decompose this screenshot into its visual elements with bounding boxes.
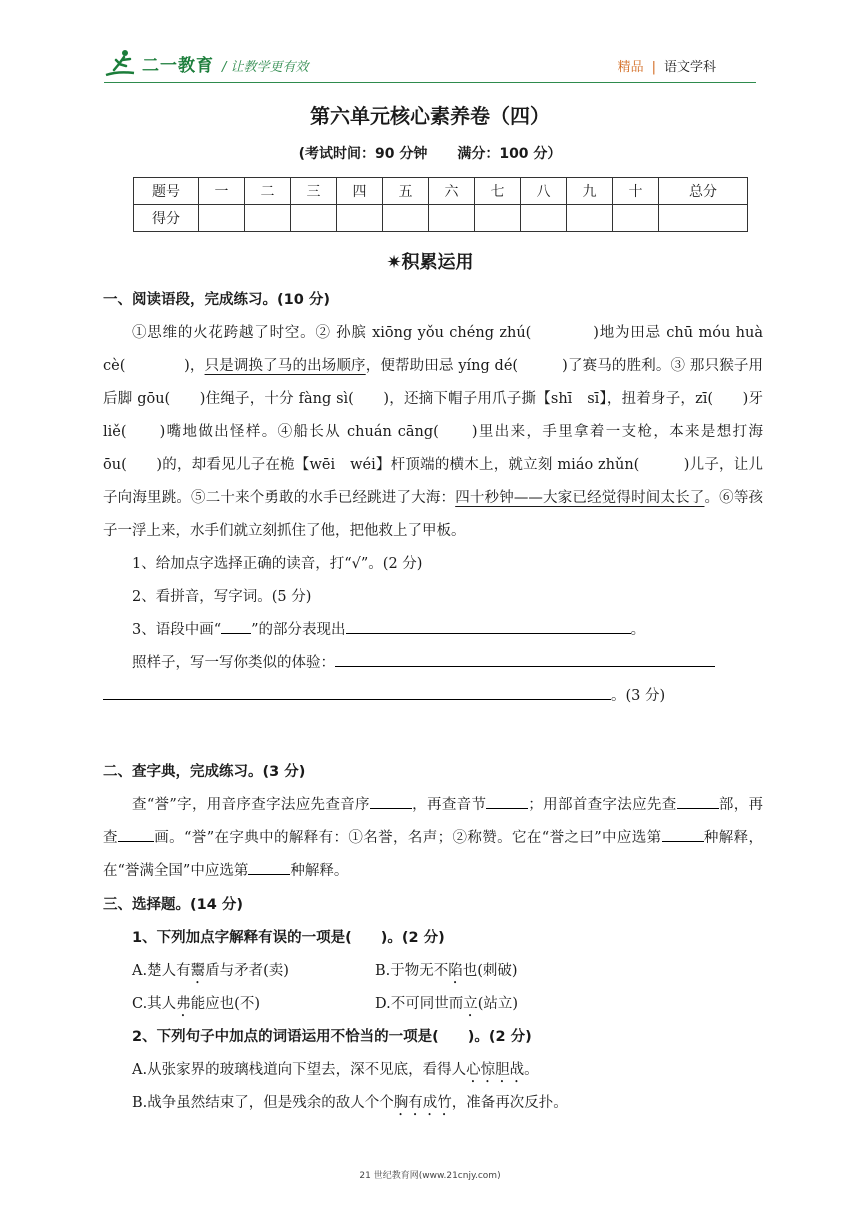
question-1-sub4-line2 xyxy=(103,680,763,713)
runner-logo-icon xyxy=(104,48,138,78)
question-1-sub2: 2、看拼音，写字词。(5 分) xyxy=(132,589,312,605)
question-3-heading: 三、选择题。(14 分) xyxy=(103,897,243,913)
dotted-char: 弗 xyxy=(176,996,191,1012)
option-text: 。 xyxy=(524,1062,539,1078)
option-text: ，准备再次反扑。 xyxy=(451,1095,568,1111)
answer-blank[interactable] xyxy=(677,792,719,809)
option-d[interactable] xyxy=(375,988,618,1021)
dotted-char: 立 xyxy=(463,996,478,1012)
answer-blank[interactable] xyxy=(486,792,528,809)
answer-blank[interactable] xyxy=(662,825,704,842)
answer-blank[interactable] xyxy=(346,617,631,634)
score-input-cell[interactable] xyxy=(291,205,337,232)
question-2 xyxy=(103,756,763,888)
score-cell: 十 xyxy=(613,178,659,205)
score-cell: 三 xyxy=(291,178,337,205)
passage-text: ①思维的火花跨越了时空。② 孙膑 xiōng yǒu chéng zhú( )地为田忌 chū móu huà cè( )， xyxy=(103,325,763,374)
option-b[interactable] xyxy=(375,955,618,988)
option-text: A.从张家界的玻璃栈道向下望去，深不见底，看得人 xyxy=(132,1062,467,1078)
dotted-char: 鬻 xyxy=(190,963,206,979)
item1-options-row1 xyxy=(103,955,763,988)
option-text: B.于物无不 xyxy=(375,963,449,979)
option-text: 能应也(不) xyxy=(190,996,261,1012)
dotted-phrase: 胸有成竹 xyxy=(393,1095,452,1111)
passage-text: ，便帮助田忌 yíng dé( )了赛马的胜利。③ 那只猴子用后脚 gōu( )住绳子，十分 fàng sì( )，还摘下帽子用爪子撕【shī sī】，扭着身子，zī( )牙 liě( )嘴地做出怪样。④船长从 chuán cāng( )里出来，手里拿着一支枪，本来是想打海ōu( )的，却看见儿子在桅【wēi wéi】杆顶端的横木上，就立刻 miáo zhǔn( )儿子，让儿子向海里跳。⑤二十来个勇敢的水手已经跳进了大海： xyxy=(103,358,764,506)
question-2-heading: 二、查字典，完成练习。(3 分) xyxy=(103,764,306,780)
header-separator: | xyxy=(651,60,656,75)
score-cell: 九 xyxy=(567,178,613,205)
q2-text: ，再查音节 xyxy=(411,797,487,813)
sub3-text: ”的部分表现出 xyxy=(251,622,346,638)
answer-blank[interactable] xyxy=(118,825,154,842)
underline-sample xyxy=(221,617,251,634)
logo xyxy=(104,48,214,78)
option-text: 也(刺破) xyxy=(462,963,518,979)
option-text: 盾与矛者(卖) xyxy=(205,963,289,979)
question-1-sub1: 1、给加点字选择正确的读音，打“√”。(2 分) xyxy=(132,556,423,572)
page-footer: 21 世纪教育网(www.21cnjy.com) xyxy=(359,1171,501,1181)
item2-option-a[interactable] xyxy=(103,1054,763,1087)
option-a[interactable] xyxy=(132,955,375,988)
question-3-item1: 1、下列加点字解释有误的一项是( )。(2 分) xyxy=(132,930,445,946)
score-input-cell[interactable] xyxy=(521,205,567,232)
dotted-phrase: 心惊胆战 xyxy=(466,1062,525,1078)
q2-text: 种解释，在“誉满全国”中应选第 xyxy=(103,830,764,879)
option-text: D.不可同世而 xyxy=(375,996,464,1012)
underlined-phrase: 四十秒钟——大家已经觉得时间太长了 xyxy=(455,490,705,506)
sub3-text: 3、语段中画“ xyxy=(132,622,222,638)
option-text: C.其人 xyxy=(132,996,177,1012)
question-1-sub3 xyxy=(103,614,763,647)
exam-full-score: 满分：100 分） xyxy=(457,146,562,162)
answer-blank[interactable] xyxy=(103,683,611,700)
question-3 xyxy=(103,889,763,1120)
score-input-cell[interactable] xyxy=(429,205,475,232)
option-text: B.战争虽然结束了，但是残余的敌人个个 xyxy=(132,1095,394,1111)
question-1-sub4 xyxy=(103,647,763,680)
score-input-cell[interactable] xyxy=(383,205,429,232)
score-cell: 八 xyxy=(521,178,567,205)
score-cell: 一 xyxy=(199,178,245,205)
underlined-phrase: 只是调换了马的出场顺序 xyxy=(204,358,366,374)
logo-text: 二一教育 xyxy=(142,55,214,76)
question-3-item2: 2、下列句子中加点的词语运用不恰当的一项是( )。(2 分) xyxy=(132,1029,532,1045)
quality-label: 精品 xyxy=(617,60,644,75)
question-1-passage xyxy=(103,317,763,548)
subject-label xyxy=(618,56,716,75)
answer-blank[interactable] xyxy=(370,792,412,809)
option-text: (站立) xyxy=(477,996,519,1012)
score-input-cell[interactable] xyxy=(567,205,613,232)
dotted-char: 陷 xyxy=(448,963,463,979)
slogan: / 让教学更有效 xyxy=(222,60,309,75)
option-c[interactable] xyxy=(132,988,375,1021)
question-1-heading: 一、阅读语段，完成练习。(10 分) xyxy=(103,292,330,308)
exam-info xyxy=(0,143,860,163)
score-input-cell[interactable] xyxy=(245,205,291,232)
score-input-cell[interactable] xyxy=(659,205,748,232)
score-input-cell[interactable] xyxy=(337,205,383,232)
item1-options-row2 xyxy=(103,988,763,1021)
score-cell: 总分 xyxy=(659,178,748,205)
score-cell: 五 xyxy=(383,178,429,205)
passage-text: 。⑥等孩子一浮上来，水手们就立刻抓住了他，把他救上了甲板。 xyxy=(103,490,764,539)
score-input-cell[interactable] xyxy=(613,205,659,232)
q2-text: 查“誉”字，用音序查字法应先查音序 xyxy=(132,797,370,813)
q2-text: ；用部首查字法应先查 xyxy=(528,797,677,813)
score-table-header-row xyxy=(134,178,748,205)
sub4-text: 照样子，写一写你类似的体验： xyxy=(132,655,335,671)
item2-option-b[interactable] xyxy=(103,1087,763,1120)
subject-name: 语文学科 xyxy=(663,60,716,75)
score-cell: 六 xyxy=(429,178,475,205)
score-cell: 二 xyxy=(245,178,291,205)
q2-text: 画。“誉”在字典中的解释有：①名誉，名声；②称赞。它在“誉之曰”中应选第 xyxy=(153,830,662,846)
score-cell: 题号 xyxy=(134,178,199,205)
score-input-cell[interactable] xyxy=(199,205,245,232)
exam-time: (考试时间：90 分钟 xyxy=(298,146,428,162)
score-table xyxy=(133,177,748,232)
score-cell: 四 xyxy=(337,178,383,205)
answer-blank[interactable] xyxy=(248,858,290,875)
score-cell: 七 xyxy=(475,178,521,205)
score-table-score-row xyxy=(134,205,748,232)
page-title: 第六单元核心素养卷（四） xyxy=(310,104,550,128)
sub3-text: 。 xyxy=(630,622,646,638)
q2-text: 部，再查 xyxy=(103,797,764,846)
q2-text: 种解释。 xyxy=(290,863,349,879)
score-label-cell: 得分 xyxy=(134,205,199,232)
section-banner: ✷积累运用 xyxy=(386,252,474,273)
score-input-cell[interactable] xyxy=(475,205,521,232)
header-divider xyxy=(104,82,756,83)
question-2-text xyxy=(103,789,763,888)
question-1 xyxy=(103,284,763,713)
sub4-score: 。(3 分) xyxy=(611,688,666,704)
answer-blank[interactable] xyxy=(335,650,715,667)
option-text: A.楚人有 xyxy=(132,963,191,979)
